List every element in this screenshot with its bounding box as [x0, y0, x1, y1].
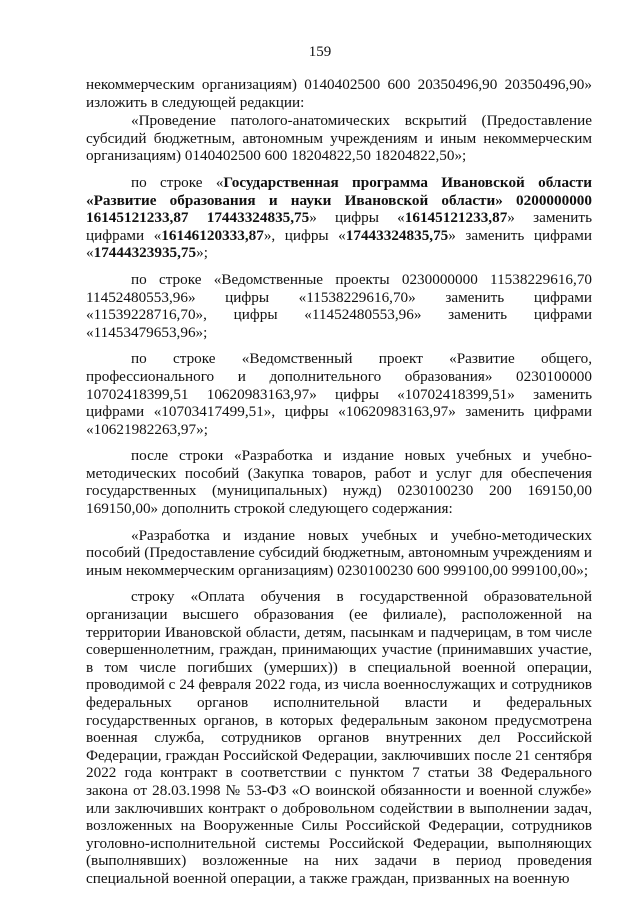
page-number: 159 — [308, 44, 332, 60]
bold-text-run: Государственная программа Ивановской области «Развитие образования и науки Ивановской области» 0200000000 16145121233,87 17443324835,75 — [86, 173, 592, 227]
bold-text-run: 16145121233,87 — [404, 209, 508, 227]
text-run: «Проведение патолого-анатомических вскрытий (Предоставление субсидий бюджетным, автономным учреждениям и иным некоммерческим организациям) 0140402500 600 18204822,50 18204822,50»; — [86, 112, 592, 165]
text-run: » цифры « — [309, 209, 405, 227]
paragraph-5 — [86, 447, 592, 517]
paragraph-3 — [86, 271, 592, 341]
paragraph-4 — [86, 350, 592, 438]
paragraph-1 — [86, 112, 592, 165]
paragraph-2 — [86, 174, 592, 262]
text-run: «Разработка и издание новых учебных и учебно-методических пособий (Предоставление субсидий бюджетным, автономным учреждениям и иным некоммерческим организациям) 0230100230 600 999100,00 999100,00»; — [86, 526, 592, 579]
paragraph-6 — [86, 527, 592, 580]
text-run: »; — [196, 244, 208, 262]
text-run: по строке «Ведомственный проект «Развитие общего, профессионального и дополнительного образования» 0230100000 10702418399,51 10620983163,97» цифры «10702418399,51» заменить цифрами «10703417499,51», цифры «10620983163,97» заменить цифрами «10621982263,97»; — [86, 350, 592, 438]
bold-text-run: 17443324835,75 — [345, 226, 449, 244]
text-run: после строки «Разработка и издание новых учебных и учебно-методических пособий (Закупка товаров, работ и услуг для обеспечения государственных (муниципальных) нужд) 0230100230 200 169150,00 169150,00» дополнить строкой следующего содержания: — [86, 447, 592, 518]
text-run: некоммерческим организациям) 0140402500 600 20350496,90 20350496,90» изложить в следующей редакции: — [86, 76, 592, 111]
paragraph-0 — [86, 76, 592, 111]
bold-text-run: 17444323935,75 — [93, 244, 197, 262]
text-run: », цифры « — [263, 226, 346, 244]
text-run: » заменить цифрами « — [86, 209, 592, 244]
document-body — [86, 76, 592, 888]
text-run: по строке « — [131, 173, 224, 191]
text-run: по строке «Ведомственные проекты 0230000000 11538229616,70 11452480553,96» цифры «11538229616,70» заменить цифрами «11539228716,70», цифры «11452480553,96» заменить цифрами «11453479653,96»; — [86, 270, 592, 341]
text-run: строку «Оплата обучения в государственной образовательной организации высшего образования (ее филиале), расположенной на территории Ивановской области, детям, пасынкам и падчерицам, в том числе совершеннолетним, граждан, принимающих участие (принимавших участие, в том числе погибших (умерших)) в специальной военной операции, проводимой с 24 февраля 2022 года, из числа военнослужащих и сотрудников федеральных органов исполнительной власти и федеральных государственных органов, в которых федеральным законом предусмотрена военная служба, сотрудников органов внутренних дел Российской Федерации, граждан Российской Федерации, заключивших после 21 сентября 2022 года контракт в соответствии с пунктом 7 статьи 38 Федерального закона от 28.03.1998 № 53-ФЗ «О воинской обязанности и военной службе» или заключивших контракт о добровольном содействии в выполнении задач, возложенных на Вооруженные Силы Российской Федерации, сотрудников уголовно-исполнительной системы Российской Федерации, выполняющих (выполнявших) возложенные на них задачи в период проведения специальной военной операции, а также граждан, призванных на военную — [86, 588, 592, 887]
paragraph-7 — [86, 588, 592, 887]
bold-text-run: 16146120333,87 — [161, 226, 264, 244]
text-run: » заменить цифрами « — [86, 226, 592, 262]
